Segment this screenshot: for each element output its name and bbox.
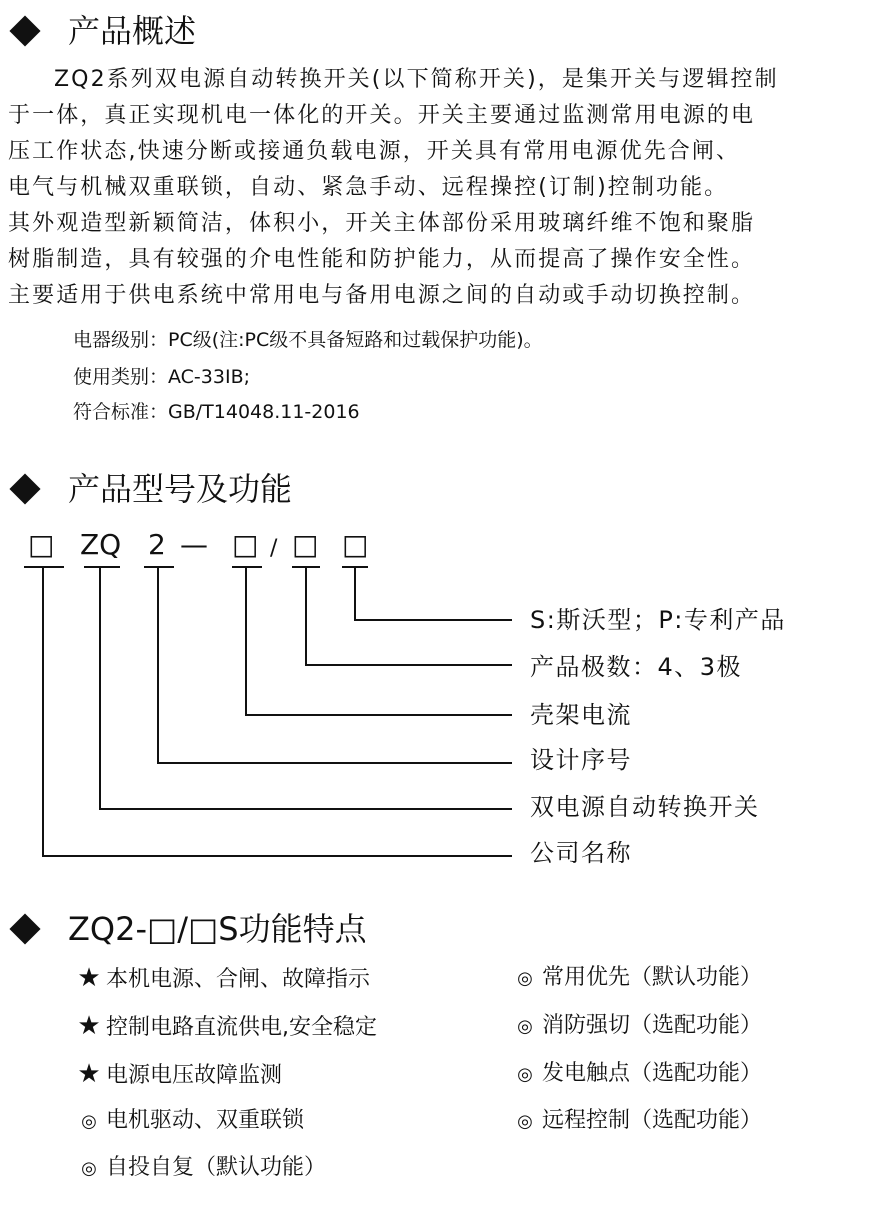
bullseye-icon: ◎	[517, 1064, 533, 1085]
connector-horizontal	[99, 808, 512, 810]
connector-horizontal	[157, 762, 512, 764]
overview-line: 电气与机械双重联锁，自动、紧急手动、远程操控(订制)控制功能。	[8, 175, 729, 200]
legend-type: S:斯沃型；P:专利产品	[530, 606, 786, 634]
overview-paragraph	[8, 62, 878, 314]
star-icon: ★	[77, 1011, 101, 1041]
connector-vertical	[354, 567, 356, 620]
legend-poles: 产品极数：4、3极	[530, 653, 743, 681]
bullseye-icon: ◎	[517, 968, 533, 989]
features-title: ZQ2-□/□S功能特点	[68, 910, 367, 948]
legend-design-number: 设计序号	[530, 746, 632, 774]
model-code-zq: ZQ	[80, 528, 122, 561]
legend-company: 公司名称	[530, 839, 632, 867]
feature-item: ★ 控制电路直流供电,安全稳定	[72, 1012, 377, 1042]
code-underline	[232, 566, 262, 568]
connector-vertical	[245, 567, 247, 715]
legend-product: 双电源自动转换开关	[530, 793, 760, 821]
code-underline	[24, 566, 64, 568]
connector-horizontal	[305, 664, 512, 666]
bullseye-icon: ◎	[517, 1016, 533, 1037]
overview-line: ZQ2系列双电源自动转换开关(以下简称开关)，是集开关与逻辑控制	[54, 67, 779, 92]
overview-line: 于一体，真正实现机电一体化的开关。开关主要通过监测常用电源的电	[8, 103, 756, 128]
spec-level: 电器级别：PC级(注:PC级不具备短路和过载保护功能)。	[73, 329, 543, 351]
model-code-box-current: □	[232, 528, 259, 561]
feature-item: ◎ 电机驱动、双重联锁	[72, 1107, 304, 1136]
bullseye-icon: ◎	[81, 1111, 97, 1132]
legend-frame-current: 壳架电流	[530, 701, 632, 729]
overview-line: 主要适用于供电系统中常用电与备用电源之间的自动或手动切换控制。	[8, 283, 756, 308]
model-code-number: 2	[148, 528, 166, 561]
feature-item: ◎ 消防强切（选配功能）	[508, 1012, 762, 1041]
connector-vertical	[157, 567, 159, 763]
connector-vertical	[99, 567, 101, 809]
overview-line: 压工作状态,快速分断或接通负载电源，开关具有常用电源优先合闸、	[8, 139, 741, 164]
overview-line: 树脂制造，具有较强的介电性能和防护能力，从而提高了操作安全性。	[8, 247, 756, 272]
feature-item: ◎ 常用优先（默认功能）	[508, 964, 762, 993]
feature-item: ★ 电源电压故障监测	[72, 1060, 282, 1090]
model-title: 产品型号及功能	[68, 470, 293, 508]
section-bullet-icon	[9, 473, 40, 504]
feature-item: ◎ 远程控制（选配功能）	[508, 1107, 762, 1136]
spec-standard: 符合标准：GB/T14048.11-2016	[73, 401, 360, 423]
code-underline	[144, 566, 174, 568]
bullseye-icon: ◎	[517, 1111, 533, 1132]
model-code-slash: /	[270, 536, 278, 561]
feature-item: ★ 本机电源、合闸、故障指示	[72, 964, 370, 994]
star-icon: ★	[77, 1059, 101, 1089]
connector-horizontal	[245, 714, 512, 716]
connector-horizontal	[42, 855, 512, 857]
connector-vertical	[42, 567, 44, 856]
overview-title: 产品概述	[68, 12, 197, 50]
feature-item: ◎ 自投自复（默认功能）	[72, 1154, 326, 1183]
model-code-box-company: □	[28, 528, 55, 561]
overview-line: 其外观造型新颖简洁，体积小，开关主体部份采用玻璃纤维不饱和聚脂	[8, 211, 756, 236]
model-code-dash: —	[180, 528, 208, 561]
bullseye-icon: ◎	[81, 1158, 97, 1179]
section-bullet-icon	[9, 913, 40, 944]
connector-horizontal	[354, 619, 512, 621]
feature-item: ◎ 发电触点（选配功能）	[508, 1060, 762, 1089]
code-underline	[84, 566, 120, 568]
model-code-box-type: □	[342, 528, 369, 561]
section-bullet-icon	[9, 15, 40, 46]
model-code-box-poles: □	[292, 528, 319, 561]
connector-vertical	[305, 567, 307, 665]
spec-category: 使用类别：AC-33IB;	[73, 366, 251, 388]
star-icon: ★	[77, 963, 101, 993]
